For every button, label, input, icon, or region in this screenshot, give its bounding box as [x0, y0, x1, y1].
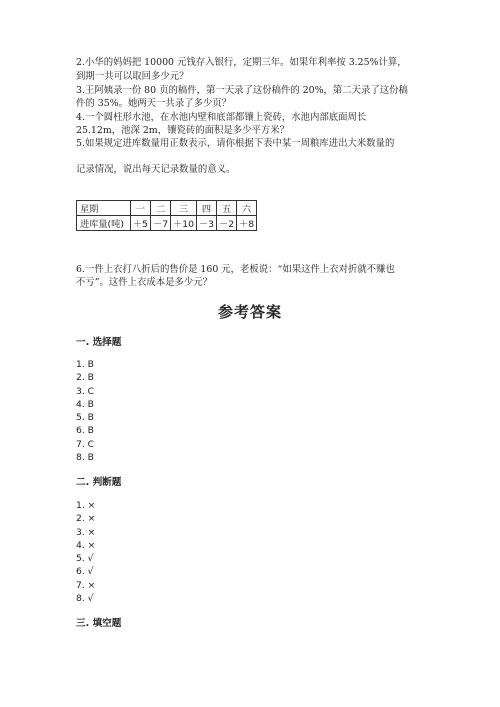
- table-day-cell: 四: [196, 201, 216, 216]
- table-day-cell: 二: [151, 201, 171, 216]
- table-day-cell: 五: [217, 201, 237, 216]
- question-5-line-1: 5.如果规定进库数量用正数表示，请你根据下表中某一周粮库进出大米数量的: [76, 138, 395, 149]
- table-value-cell: ＋10: [171, 216, 197, 231]
- question-6-line-2: 不亏”。这件上衣成本是多少元？: [76, 277, 213, 288]
- list-item: 7. ×: [76, 579, 96, 591]
- question-2-line-2: 到期一共可以取回多少元？: [76, 71, 189, 82]
- table-day-cell: 六: [237, 201, 257, 216]
- list-item: 5. B: [76, 412, 94, 424]
- judge-answer-list: [76, 499, 95, 605]
- question-5-line-2: 记录情况，说出每天记录数量的意义。: [76, 164, 236, 175]
- question-6-line-1: 6.一件上衣打八折后的售价是 160 元，老板说：“如果这件上衣对折就不赚也: [76, 264, 395, 275]
- table-row: [77, 216, 257, 231]
- rice-inventory-table: [76, 200, 257, 231]
- list-item: 6. B: [76, 425, 94, 437]
- list-item: 6. √: [76, 566, 94, 578]
- list-item: 7. C: [76, 438, 95, 450]
- answer-key-title: 参考答案: [217, 303, 282, 321]
- question-3-line-2: 件的 35%。她两天一共录了多少页？: [76, 98, 232, 109]
- list-item: 4. B: [76, 398, 94, 410]
- list-item: 3. C: [76, 385, 95, 397]
- question-4-line-2: 25.12m，池深 2m，镶瓷砖的面积是多少平方米？: [76, 125, 289, 136]
- list-item: 1. B: [76, 359, 94, 370]
- table-value-cell: －3: [196, 216, 216, 231]
- list-item: 4. ×: [76, 539, 96, 551]
- list-item: 1. ×: [76, 500, 96, 511]
- list-item: 2. B: [76, 372, 94, 384]
- section-heading-judge: 二. 判断题: [76, 477, 122, 488]
- section-heading-choice: 一. 选择题: [76, 337, 122, 348]
- table-value-cell: －7: [151, 216, 171, 231]
- table-value-cell: －2: [217, 216, 237, 231]
- table-value-cell: ＋8: [237, 216, 257, 231]
- list-item: 8. B: [76, 452, 94, 464]
- table-header-cell: 进库量(吨): [77, 216, 131, 231]
- list-item: 2. ×: [76, 513, 96, 525]
- list-item: 5. √: [76, 553, 94, 565]
- list-item: 3. ×: [76, 526, 96, 538]
- choice-answer-list: [76, 358, 94, 464]
- list-item: 8. √: [76, 593, 94, 605]
- table-day-cell: 一: [131, 201, 151, 216]
- section-heading-fill: 三. 填空题: [76, 618, 122, 629]
- table-header-cell: 星期: [77, 201, 131, 216]
- question-4-line-1: 4.一个圆柱形水池，在水池内壁和底部都镶上瓷砖，水池内部底面周长: [76, 112, 367, 123]
- question-3-line-1: 3.王阿姨录一份 80 页的稿件，第一天录了这份稿件的 20%，第二天录了这份稿: [76, 85, 408, 96]
- question-2-line-1: 2.小华的妈妈把 10000 元钱存入银行，定期三年。如果年利率按 3.25%计算，: [76, 57, 407, 68]
- table-value-cell: ＋5: [131, 216, 151, 231]
- table-day-cell: 三: [171, 201, 197, 216]
- table-row: [77, 201, 257, 216]
